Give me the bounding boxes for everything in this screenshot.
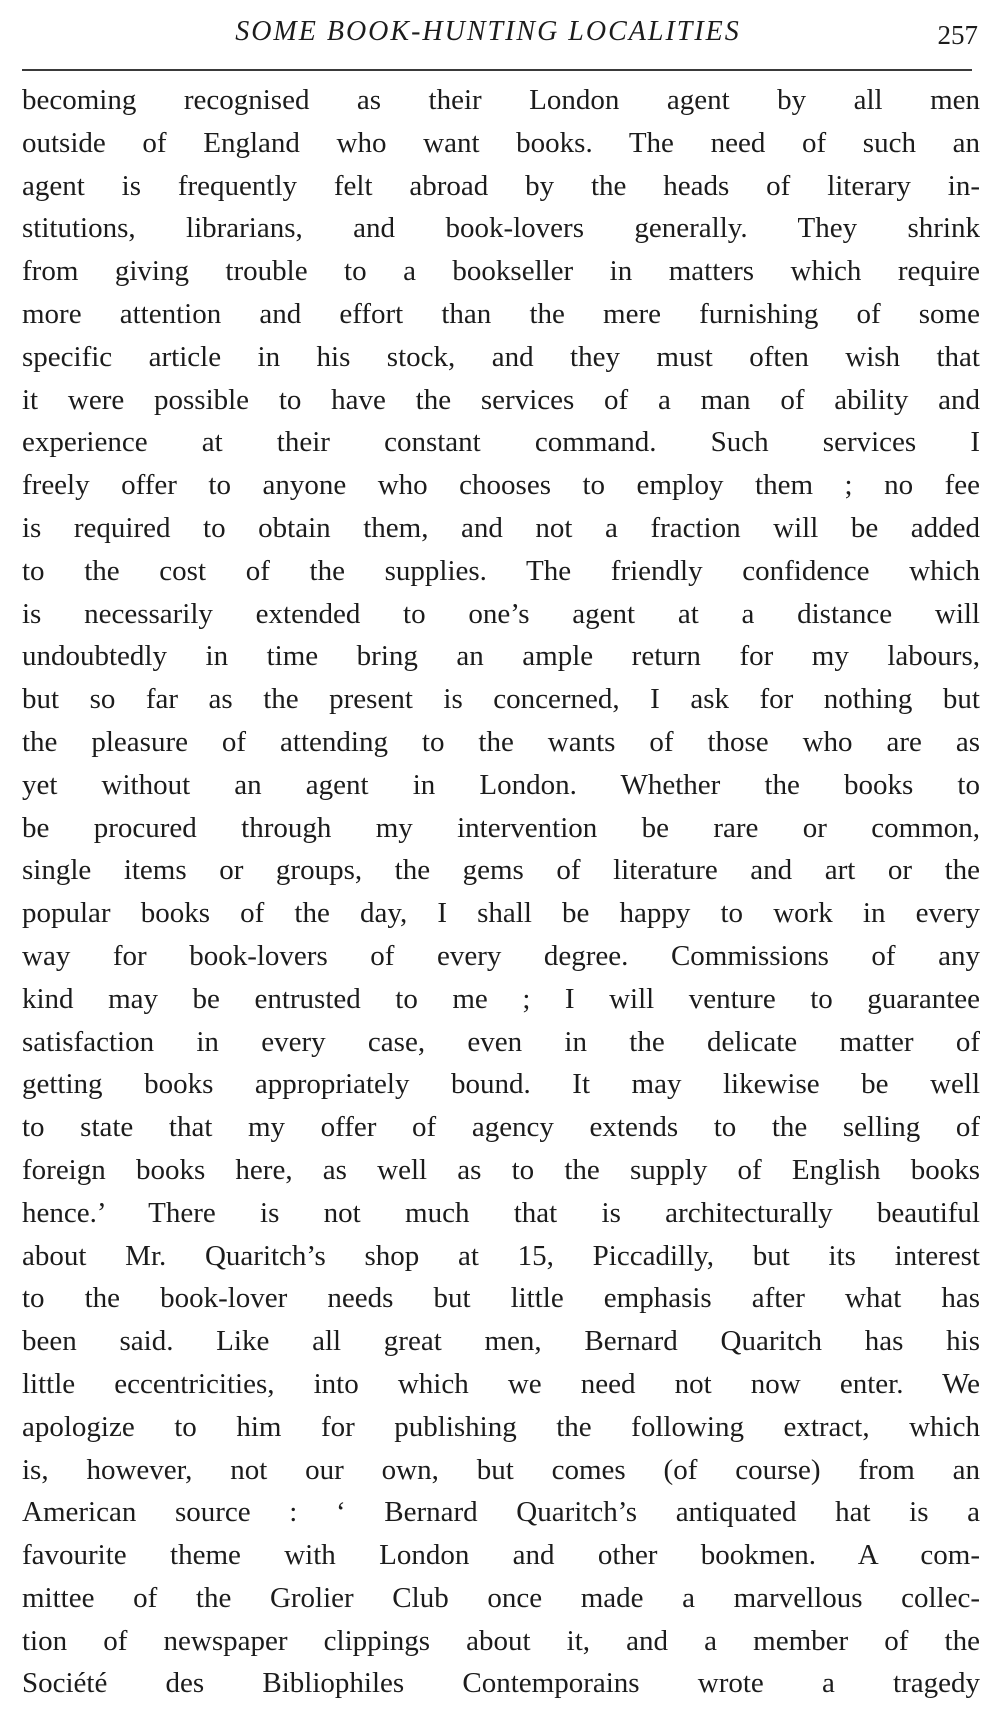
text-line: to the cost of the supplies. The friendly confidence which — [22, 554, 980, 587]
text-line: be procured through my intervention be rare or common, — [22, 811, 980, 844]
text-line: apologize to him for publishing the following extract, which — [22, 1410, 980, 1443]
text-line: undoubtedly in time bring an ample return for my labours, — [22, 640, 980, 673]
text-line: from giving trouble to a bookseller in matters which require — [22, 255, 980, 288]
text-line: the pleasure of attending to the wants of those who are as — [22, 725, 980, 758]
text-line: getting books appropriately bound. It may likewise be well — [22, 1068, 980, 1101]
text-line: experience at their constant command. Such services I — [22, 426, 980, 459]
text-line: to the book-lover needs but little emphasis after what has — [22, 1282, 980, 1315]
text-line: freely offer to anyone who chooses to employ them ; no fee — [22, 469, 980, 502]
text-line: way for book-lovers of every degree. Commissions of any — [22, 939, 980, 972]
body-text — [22, 79, 980, 1705]
text-line: kind may be entrusted to me ; I will venture to guarantee — [22, 982, 980, 1015]
text-line: single items or groups, the gems of literature and art or the — [22, 854, 980, 887]
text-line: stitutions, librarians, and book-lovers generally. They shrink — [22, 212, 980, 245]
text-line: favourite theme with London and other bookmen. A com- — [22, 1539, 980, 1572]
text-line: to state that my offer of agency extends to the selling of — [22, 1111, 980, 1144]
text-line: little eccentricities, into which we need not now enter. We — [22, 1367, 980, 1400]
text-line: outside of England who want books. The need of such an — [22, 126, 980, 159]
text-line: yet without an agent in London. Whether the books to — [22, 768, 980, 801]
text-line: hence.’ There is not much that is architecturally beautiful — [22, 1196, 980, 1229]
text-line: is required to obtain them, and not a fraction will be added — [22, 511, 980, 544]
text-line: foreign books here, as well as to the supply of English books — [22, 1153, 980, 1186]
running-title: SOME BOOK-HUNTING LOCALITIES — [235, 16, 741, 47]
running-head — [20, 16, 978, 56]
text-line: agent is frequently felt abroad by the heads of literary in- — [22, 169, 980, 202]
text-line: about Mr. Quaritch’s shop at 15, Piccadilly, but its interest — [22, 1239, 980, 1272]
text-line: but so far as the present is concerned, I ask for nothing but — [22, 683, 980, 716]
text-line: is necessarily extended to one’s agent at a distance will — [22, 597, 980, 630]
text-line: been said. Like all great men, Bernard Quaritch has his — [22, 1325, 980, 1358]
text-line: Société des Bibliophiles Contemporains wrote a tragedy — [22, 1667, 980, 1700]
text-line: is, however, not our own, but comes (of course) from an — [22, 1453, 980, 1486]
text-line: mittee of the Grolier Club once made a marvellous collec- — [22, 1581, 980, 1614]
text-line: it were possible to have the services of a man of ability and — [22, 383, 980, 416]
page-number: 257 — [937, 20, 978, 50]
text-line: satisfaction in every case, even in the delicate matter of — [22, 1025, 980, 1058]
text-line: tion of newspaper clippings about it, and a member of the — [22, 1624, 980, 1657]
text-line: becoming recognised as their London agent by all men — [22, 84, 980, 116]
text-line: popular books of the day, I shall be happy to work in every — [22, 897, 980, 930]
text-line: American source : ‘ Bernard Quaritch’s antiquated hat is a — [22, 1496, 980, 1529]
header-rule — [22, 69, 972, 71]
text-line: specific article in his stock, and they must often wish that — [22, 340, 980, 373]
text-line: more attention and effort than the mere furnishing of some — [22, 297, 980, 330]
